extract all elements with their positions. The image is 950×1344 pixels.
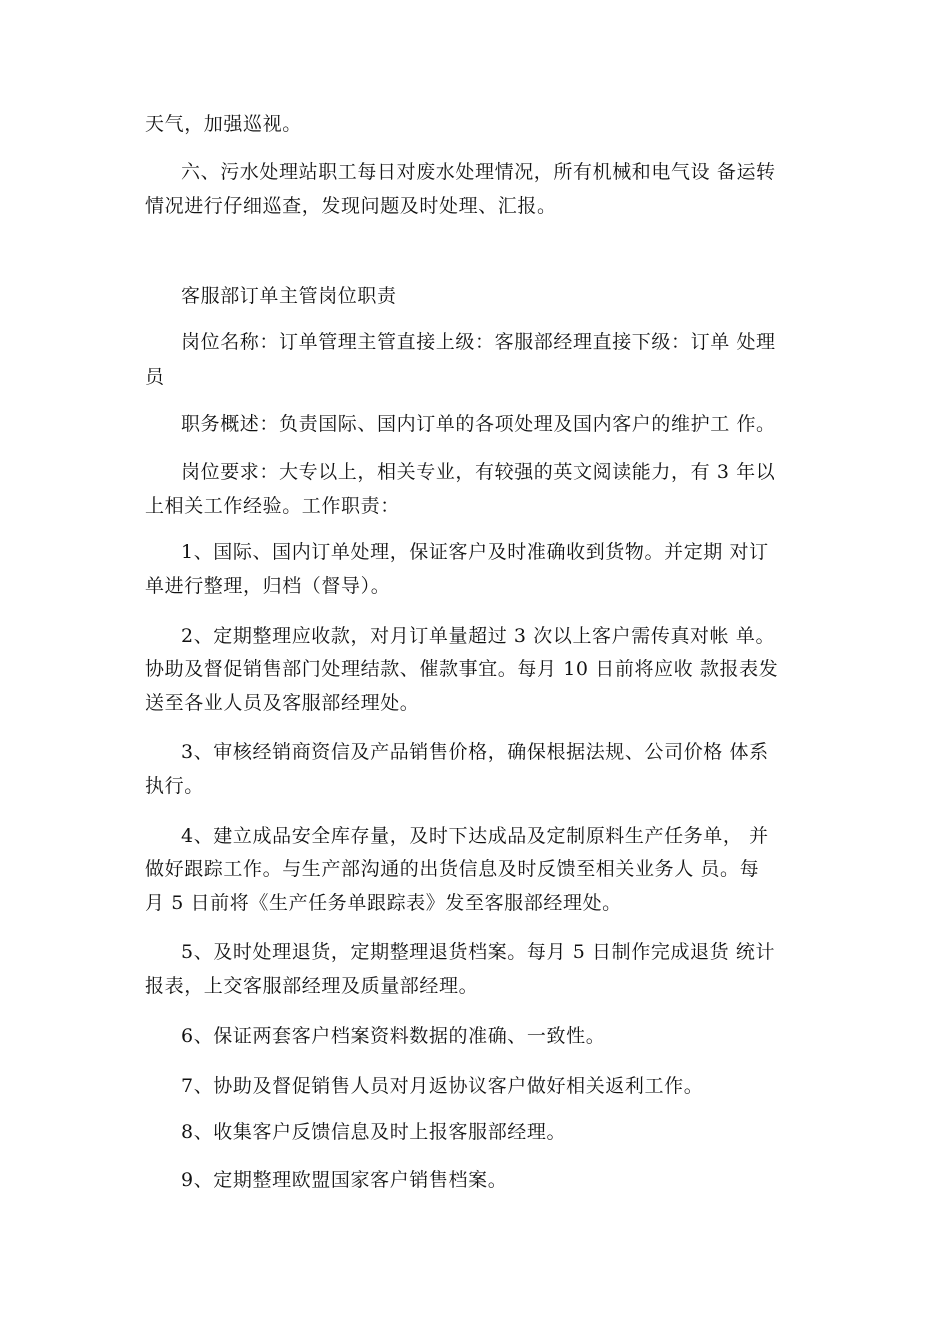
text-line: 报表，上交客服部经理及质量部经理。 xyxy=(145,975,479,997)
text-line: 上相关工作经验。工作职责： xyxy=(145,495,400,517)
text-line: 协助及督促销售部门处理结款、催款事宜。每月 10 日前将应收 款报表发 xyxy=(145,658,779,680)
text-line: 6、保证两套客户档案资料数据的准确、一致性。 xyxy=(181,1025,606,1047)
text-line: 5、及时处理退货，定期整理退货档案。每月 5 日制作完成退货 统计 xyxy=(181,941,776,963)
text-line: 4、建立成品安全库存量，及时下达成品及定制原料生产任务单， 并 xyxy=(181,825,769,847)
text-line: 9、定期整理欧盟国家客户销售档案。 xyxy=(181,1169,508,1191)
text-line: 天气，加强巡视。 xyxy=(145,113,302,135)
text-line: 六、污水处理站职工每日对废水处理情况，所有机械和电气设 备运转 xyxy=(181,161,776,183)
text-line: 员 xyxy=(145,366,165,388)
text-line: 执行。 xyxy=(145,775,204,797)
text-line: 职务概述：负责国际、国内订单的各项处理及国内客户的维护工 作。 xyxy=(181,413,776,435)
section-heading: 客服部订单主管岗位职责 xyxy=(181,285,397,307)
text-line: 送至各业人员及客服部经理处。 xyxy=(145,692,420,714)
text-line: 3、审核经销商资信及产品销售价格，确保根据法规、公司价格 体系 xyxy=(181,741,769,763)
text-line: 单进行整理，归档（督导）。 xyxy=(145,575,391,597)
text-line: 做好跟踪工作。与生产部沟通的出货信息及时反馈至相关业务人 员。每 xyxy=(145,858,760,880)
text-line: 1、国际、国内订单处理，保证客户及时准确收到货物。并定期 对订 xyxy=(181,541,769,563)
text-line: 岗位要求：大专以上，相关专业，有较强的英文阅读能力，有 3 年以 xyxy=(181,461,776,483)
text-line: 2、定期整理应收款，对月订单量超过 3 次以上客户需传真对帐 单。 xyxy=(181,625,776,647)
text-line: 岗位名称：订单管理主管直接上级：客服部经理直接下级：订单 处理 xyxy=(181,331,776,353)
text-line: 7、协助及督促销售人员对月返协议客户做好相关返利工作。 xyxy=(181,1075,704,1097)
text-line: 情况进行仔细巡查，发现问题及时处理、汇报。 xyxy=(145,195,557,217)
text-line: 8、收集客户反馈信息及时上报客服部经理。 xyxy=(181,1121,567,1143)
text-line: 月 5 日前将《生产任务单跟踪表》发至客服部经理处。 xyxy=(145,892,622,914)
